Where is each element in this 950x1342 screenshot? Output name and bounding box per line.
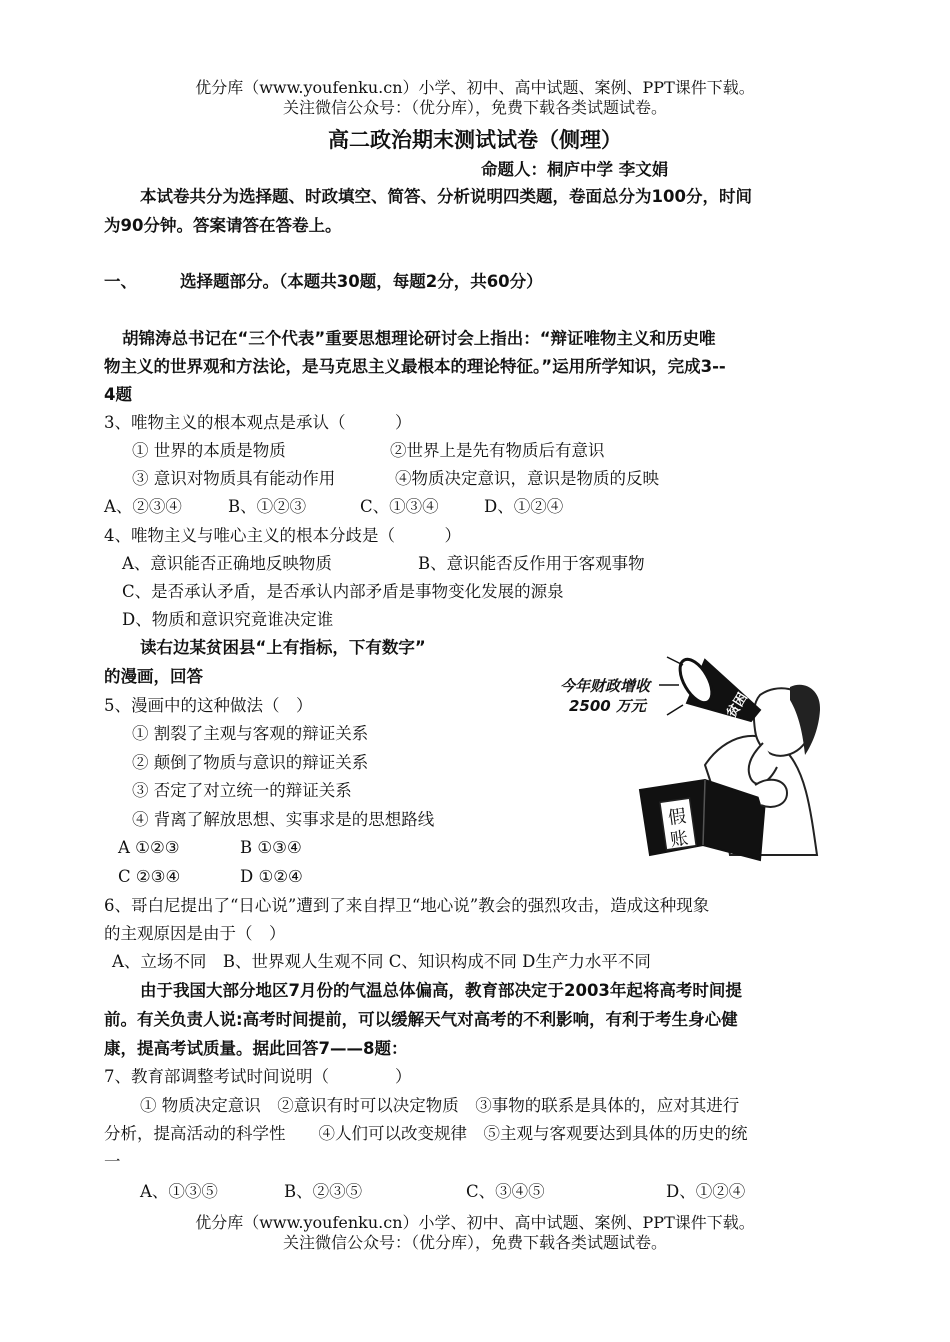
q3-answer-b: B、①②③ xyxy=(228,497,307,516)
q7-line-2: 分析，提高活动的科学性 ④人们可以改变规律 ⑤主观与客观要达到具体的历史的统 xyxy=(104,1124,748,1143)
passage3-line-1: 由于我国大部分地区7月份的气温总体偏高，教育部决定于2003年起将高考时间提 xyxy=(140,981,742,1000)
q5-option-1: ① 割裂了主观与客观的辩证关系 xyxy=(132,724,369,743)
passage3-line-3: 康，提高考试质量。据此回答7——8题： xyxy=(104,1039,408,1058)
footer-line-1: 优分库（www.youfenku.cn）小学、初中、高中试题、案例、PPT课件下载。 xyxy=(195,1213,755,1232)
intro-line-2: 为90分钟。答案请答在答卷上。 xyxy=(104,216,342,235)
intro-line-1: 本试卷共分为选择题、时政填空、简答、分析说明四类题，卷面总分为100分，时间 xyxy=(140,187,752,206)
q7-line-1: ① 物质决定意识 ②意识有时可以决定物质 ③事物的联系是具体的，应对其进行 xyxy=(140,1096,740,1115)
q7-answer-c: C、③④⑤ xyxy=(466,1182,545,1201)
passage2-line-2: 的漫画，回答 xyxy=(104,667,203,686)
q5-answer-b: B ①③④ xyxy=(240,838,302,857)
q7-answer-a: A、①③⑤ xyxy=(140,1182,218,1201)
q4-option-a: A、意识能否正确地反映物质 xyxy=(122,554,332,573)
q3-answer-c: C、①③④ xyxy=(360,497,439,516)
q5-answer-d: D ①②④ xyxy=(240,867,303,886)
q3-option-4: ④物质决定意识，意识是物质的反映 xyxy=(395,469,659,488)
q6-options: A、立场不同 B、世界观人生观不同 C、知识构成不同 D生产力水平不同 xyxy=(112,952,651,971)
passage3-line-2: 前。有关负责人说:高考时间提前，可以缓解天气对高考的不利影响，有利于考生身心健 xyxy=(104,1010,738,1029)
header-line-2: 关注微信公众号：（优分库），免费下载各类试题试卷。 xyxy=(282,98,667,117)
q5-answer-a: A ①②③ xyxy=(118,838,180,857)
q3-option-2: ②世界上是先有物质后有意识 xyxy=(390,441,605,460)
cartoon-caption-2: 2500 万元 xyxy=(569,697,646,715)
q6-line-2: 的主观原因是由于（ ） xyxy=(104,924,286,943)
passage2-line-1: 读右边某贫困县“上有指标，下有数字” xyxy=(140,638,426,657)
cartoon-image xyxy=(555,655,855,865)
q5-option-4: ④ 背离了解放思想、实事求是的思想路线 xyxy=(132,810,435,829)
q3-option-3: ③ 意识对物质具有能动作用 xyxy=(132,469,336,488)
q3-answer-a: A、②③④ xyxy=(104,497,182,516)
q6-line-1: 6、哥白尼提出了“日心说”遭到了来自捍卫“地心说”教会的强烈攻击，造成这种现象 xyxy=(104,896,710,915)
passage1-line-1: 胡锦涛总书记在“三个代表”重要思想理论研讨会上指出：“辩证唯物主义和历史唯 xyxy=(122,329,716,348)
q7-line-3: 一 xyxy=(104,1152,121,1171)
q5-answer-c: C ②③④ xyxy=(118,867,181,886)
q7-stem: 7、教育部调整考试时间说明（ ） xyxy=(104,1067,412,1086)
passage1-line-2: 物主义的世界观和方法论，是马克思主义最根本的理论特征。”运用所学知识，完成3-- xyxy=(104,357,726,376)
book-text-2: 账 xyxy=(668,827,690,852)
book-text-1: 假 xyxy=(666,805,688,830)
q7-answer-d: D、①②④ xyxy=(666,1182,746,1201)
q4-stem: 4、唯物主义与唯心主义的根本分歧是（ ） xyxy=(104,526,461,545)
q3-option-1: ① 世界的本质是物质 xyxy=(132,441,286,460)
section-title: 选择题部分。（本题共30题，每题2分，共60分） xyxy=(180,272,543,291)
q5-option-2: ② 颠倒了物质与意识的辩证关系 xyxy=(132,753,369,772)
q4-option-b: B、意识能否反作用于客观事物 xyxy=(418,554,645,573)
section-number: 一、 xyxy=(104,272,137,291)
cartoon-caption-1: 今年财政增收 xyxy=(560,677,651,695)
page-title: 高二政治期末测试试卷（侧理） xyxy=(328,128,622,152)
q5-option-3: ③ 否定了对立统一的辩证关系 xyxy=(132,781,352,800)
footer-line-2: 关注微信公众号：（优分库），免费下载各类试题试卷。 xyxy=(282,1233,667,1252)
cartoon-drawing xyxy=(555,655,855,865)
header-line-1: 优分库（www.youfenku.cn）小学、初中、高中试题、案例、PPT课件下载。 xyxy=(195,78,755,97)
q5-stem: 5、漫画中的这种做法（ ） xyxy=(104,696,313,715)
megaphone-text: 贫困 xyxy=(724,690,751,721)
q7-answer-b: B、②③⑤ xyxy=(284,1182,363,1201)
passage1-line-3: 4题 xyxy=(104,385,132,404)
q3-answer-d: D、①②④ xyxy=(484,497,564,516)
q4-option-d: D、物质和意识究竟谁决定谁 xyxy=(122,610,334,629)
author-line: 命题人：桐庐中学 李文娟 xyxy=(481,160,669,179)
q3-stem: 3、唯物主义的根本观点是承认（ ） xyxy=(104,413,412,432)
q4-option-c: C、是否承认矛盾，是否承认内部矛盾是事物变化发展的源泉 xyxy=(122,582,564,601)
